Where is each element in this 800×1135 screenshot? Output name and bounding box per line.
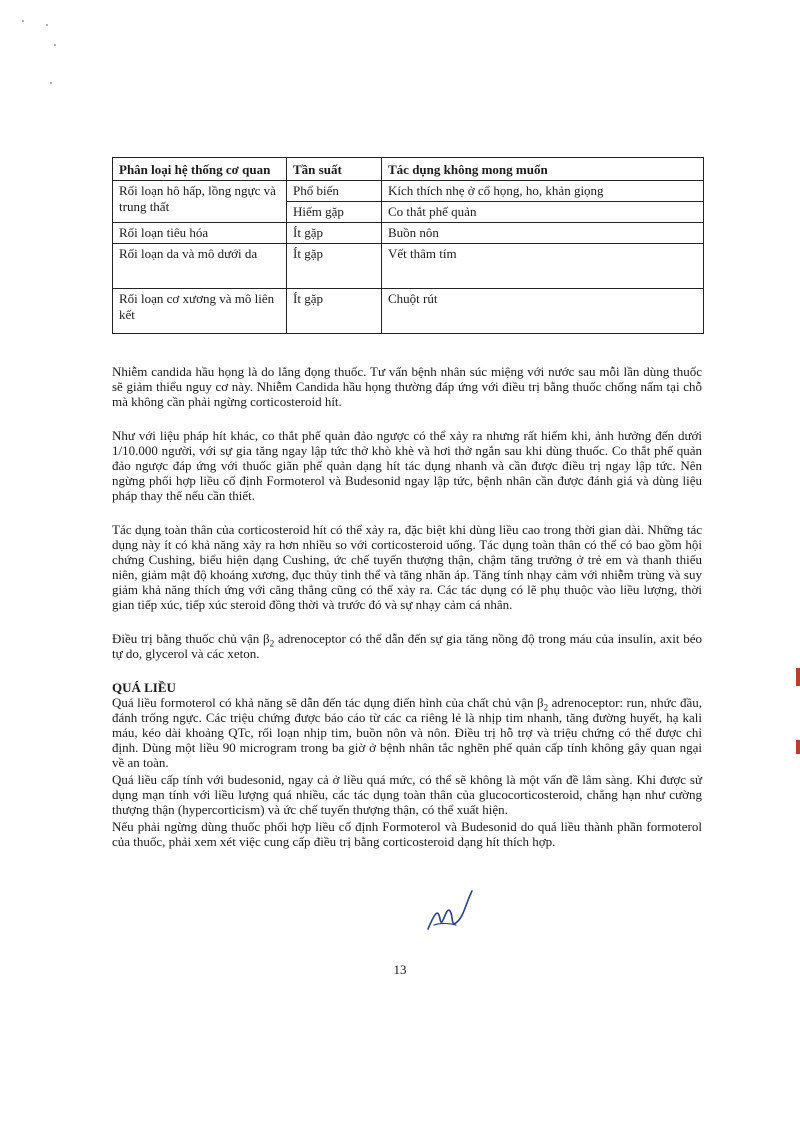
scan-speck [46, 24, 48, 26]
cell-frequency: Ít gặp [287, 244, 382, 289]
paragraph-candida: Nhiễm candida hầu họng là do lắng đọng thuốc. Tư vấn bệnh nhân súc miệng với nước sau mỗi lần dùng thuốc sẽ giảm thiểu nguy cơ này. Nhiễm Candida hầu họng thường đáp ứng với điều trị bằng thuốc chống nấm tại chỗ mà không cần phải ngừng corticosteroid hít. [112, 364, 702, 409]
cell-system: Rối loạn cơ xương và mô liên kết [113, 289, 287, 334]
text-span: adrenoceptor có thể dẫn đến sự gia tăng nồng độ trong máu của insulin, axit béo tự do, glycerol và các xeton. [112, 631, 702, 661]
paragraph-bronchospasm: Như với liệu pháp hít khác, co thắt phế quản đảo ngược có thể xảy ra nhưng rất hiếm khi, ảnh hưởng đến dưới 1/10.000 người, với sự gia tăng ngay lập tức thở khò khè và hơi thở ngắn sau khi dùng thuốc. Co thắt phế quản đảo ngược đáp ứng với thuốc giãn phế quản dạng hít tác dụng nhanh và cần được điều trị ngay lập tức. Nên ngừng phối hợp liều cố định Formoterol và Budesonid ngay lập tức, bệnh nhân cần được đánh giá và dùng liệu pháp thay thế nếu cần thiết. [112, 428, 702, 503]
body-text [112, 364, 702, 849]
cell-effect: Buồn nôn [382, 223, 704, 244]
table-row [113, 244, 704, 289]
paragraph-systemic-effects: Tác dụng toàn thân của corticosteroid hít có thể xảy ra, đặc biệt khi dùng liều cao trong thời gian dài. Những tác dụng này ít có khả năng xảy ra hơn nhiều so với corticosteroid uống. Tác dụng toàn thân có thể có bao gồm hội chứng Cushing, biểu hiện dạng Cushing, ức chế tuyến thượng thận, chậm tăng trưởng ở trẻ em và thanh thiếu niên, giảm mật độ khoáng xương, đục thủy tinh thể và tăng nhãn áp. Tăng tính nhạy cảm với nhiễm trùng và suy giảm khả năng thích ứng với căng thẳng cũng có thể xảy ra. Các tác dụng có lẽ phụ thuộc vào liều lượng, thời gian tiếp xúc, tiếp xúc steroid đồng thời và trước đó và sự nhạy cảm cá nhân. [112, 522, 702, 612]
cell-frequency: Ít gặp [287, 289, 382, 334]
paragraph-formoterol-overdose [112, 695, 702, 770]
cell-effect: Chuột rút [382, 289, 704, 334]
header-frequency: Tần suất [287, 158, 382, 181]
scan-edge-mark [796, 668, 800, 686]
paragraph-stop-treatment: Nếu phải ngừng dùng thuốc phối hợp liều cố định Formoterol và Budesonid do quá liều thành phần formoterol của thuốc, phải xem xét việc cung cấp điều trị bằng corticosteroid dạng hít thích hợp. [112, 819, 702, 849]
scan-speck [50, 82, 52, 84]
subscript: 2 [543, 702, 549, 713]
cell-frequency: Phổ biến [287, 181, 382, 202]
cell-effect: Vết thâm tím [382, 244, 704, 289]
adverse-effects-table [112, 157, 704, 334]
header-system: Phân loại hệ thống cơ quan [113, 158, 287, 181]
handwritten-signature [420, 885, 480, 945]
header-effect: Tác dụng không mong muốn [382, 158, 704, 181]
text-span: Điều trị bằng thuốc chủ vận β [112, 631, 270, 646]
paragraph-beta2-agonist [112, 631, 702, 661]
paragraph-budesonid-overdose: Quá liều cấp tính với budesonid, ngay cả ở liều quá mức, có thể sẽ không là một vấn đề lâm sàng. Khi được sử dụng mạn tính với liều lượng quá nhiều, các tác dụng toàn thân của glucocorticosteroid, chẳng hạn như cường thượng thận (hypercorticism) và ức chế tuyến thượng thận, có thể xuất hiện. [112, 772, 702, 817]
section-heading-overdose: QUÁ LIỀU [112, 680, 176, 695]
subscript: 2 [269, 638, 275, 649]
cell-frequency: Hiếm gặp [287, 202, 382, 223]
cell-effect: Co thắt phế quản [382, 202, 704, 223]
table-row [113, 289, 704, 334]
cell-system: Rối loạn da và mô dưới da [113, 244, 287, 289]
scan-speck [54, 44, 56, 46]
table-row [113, 223, 704, 244]
text-span: Quá liều formoterol có khả năng sẽ dẫn đến tác dụng điển hình của chất chủ vận β [112, 695, 544, 710]
page-number: 13 [393, 962, 407, 977]
text-span: adrenoceptor: run, nhức đầu, đánh trống ngực. Các triệu chứng được báo cáo từ các ca riêng lẻ là nhịp tim nhanh, tăng đường huyết, hạ kali máu, kéo dài khoảng QTc, rối loạn nhịp tim, buồn nôn và nôn. Điều trị hỗ trợ và triệu chứng có thể được chỉ định. Dùng một liều 90 microgram trong ba giờ ở bệnh nhân tắc nghẽn phế quản cấp tính không gây quan ngại về an toàn. [112, 695, 702, 770]
table-row [113, 181, 704, 202]
cell-system: Rối loạn hô hấp, lồng ngực và trung thất [113, 181, 287, 223]
cell-effect: Kích thích nhẹ ở cổ họng, ho, khản giọng [382, 181, 704, 202]
scan-edge-mark [796, 740, 800, 754]
cell-frequency: Ít gặp [287, 223, 382, 244]
scan-speck [22, 20, 24, 22]
table-header-row [113, 158, 704, 181]
cell-system: Rối loạn tiêu hóa [113, 223, 287, 244]
